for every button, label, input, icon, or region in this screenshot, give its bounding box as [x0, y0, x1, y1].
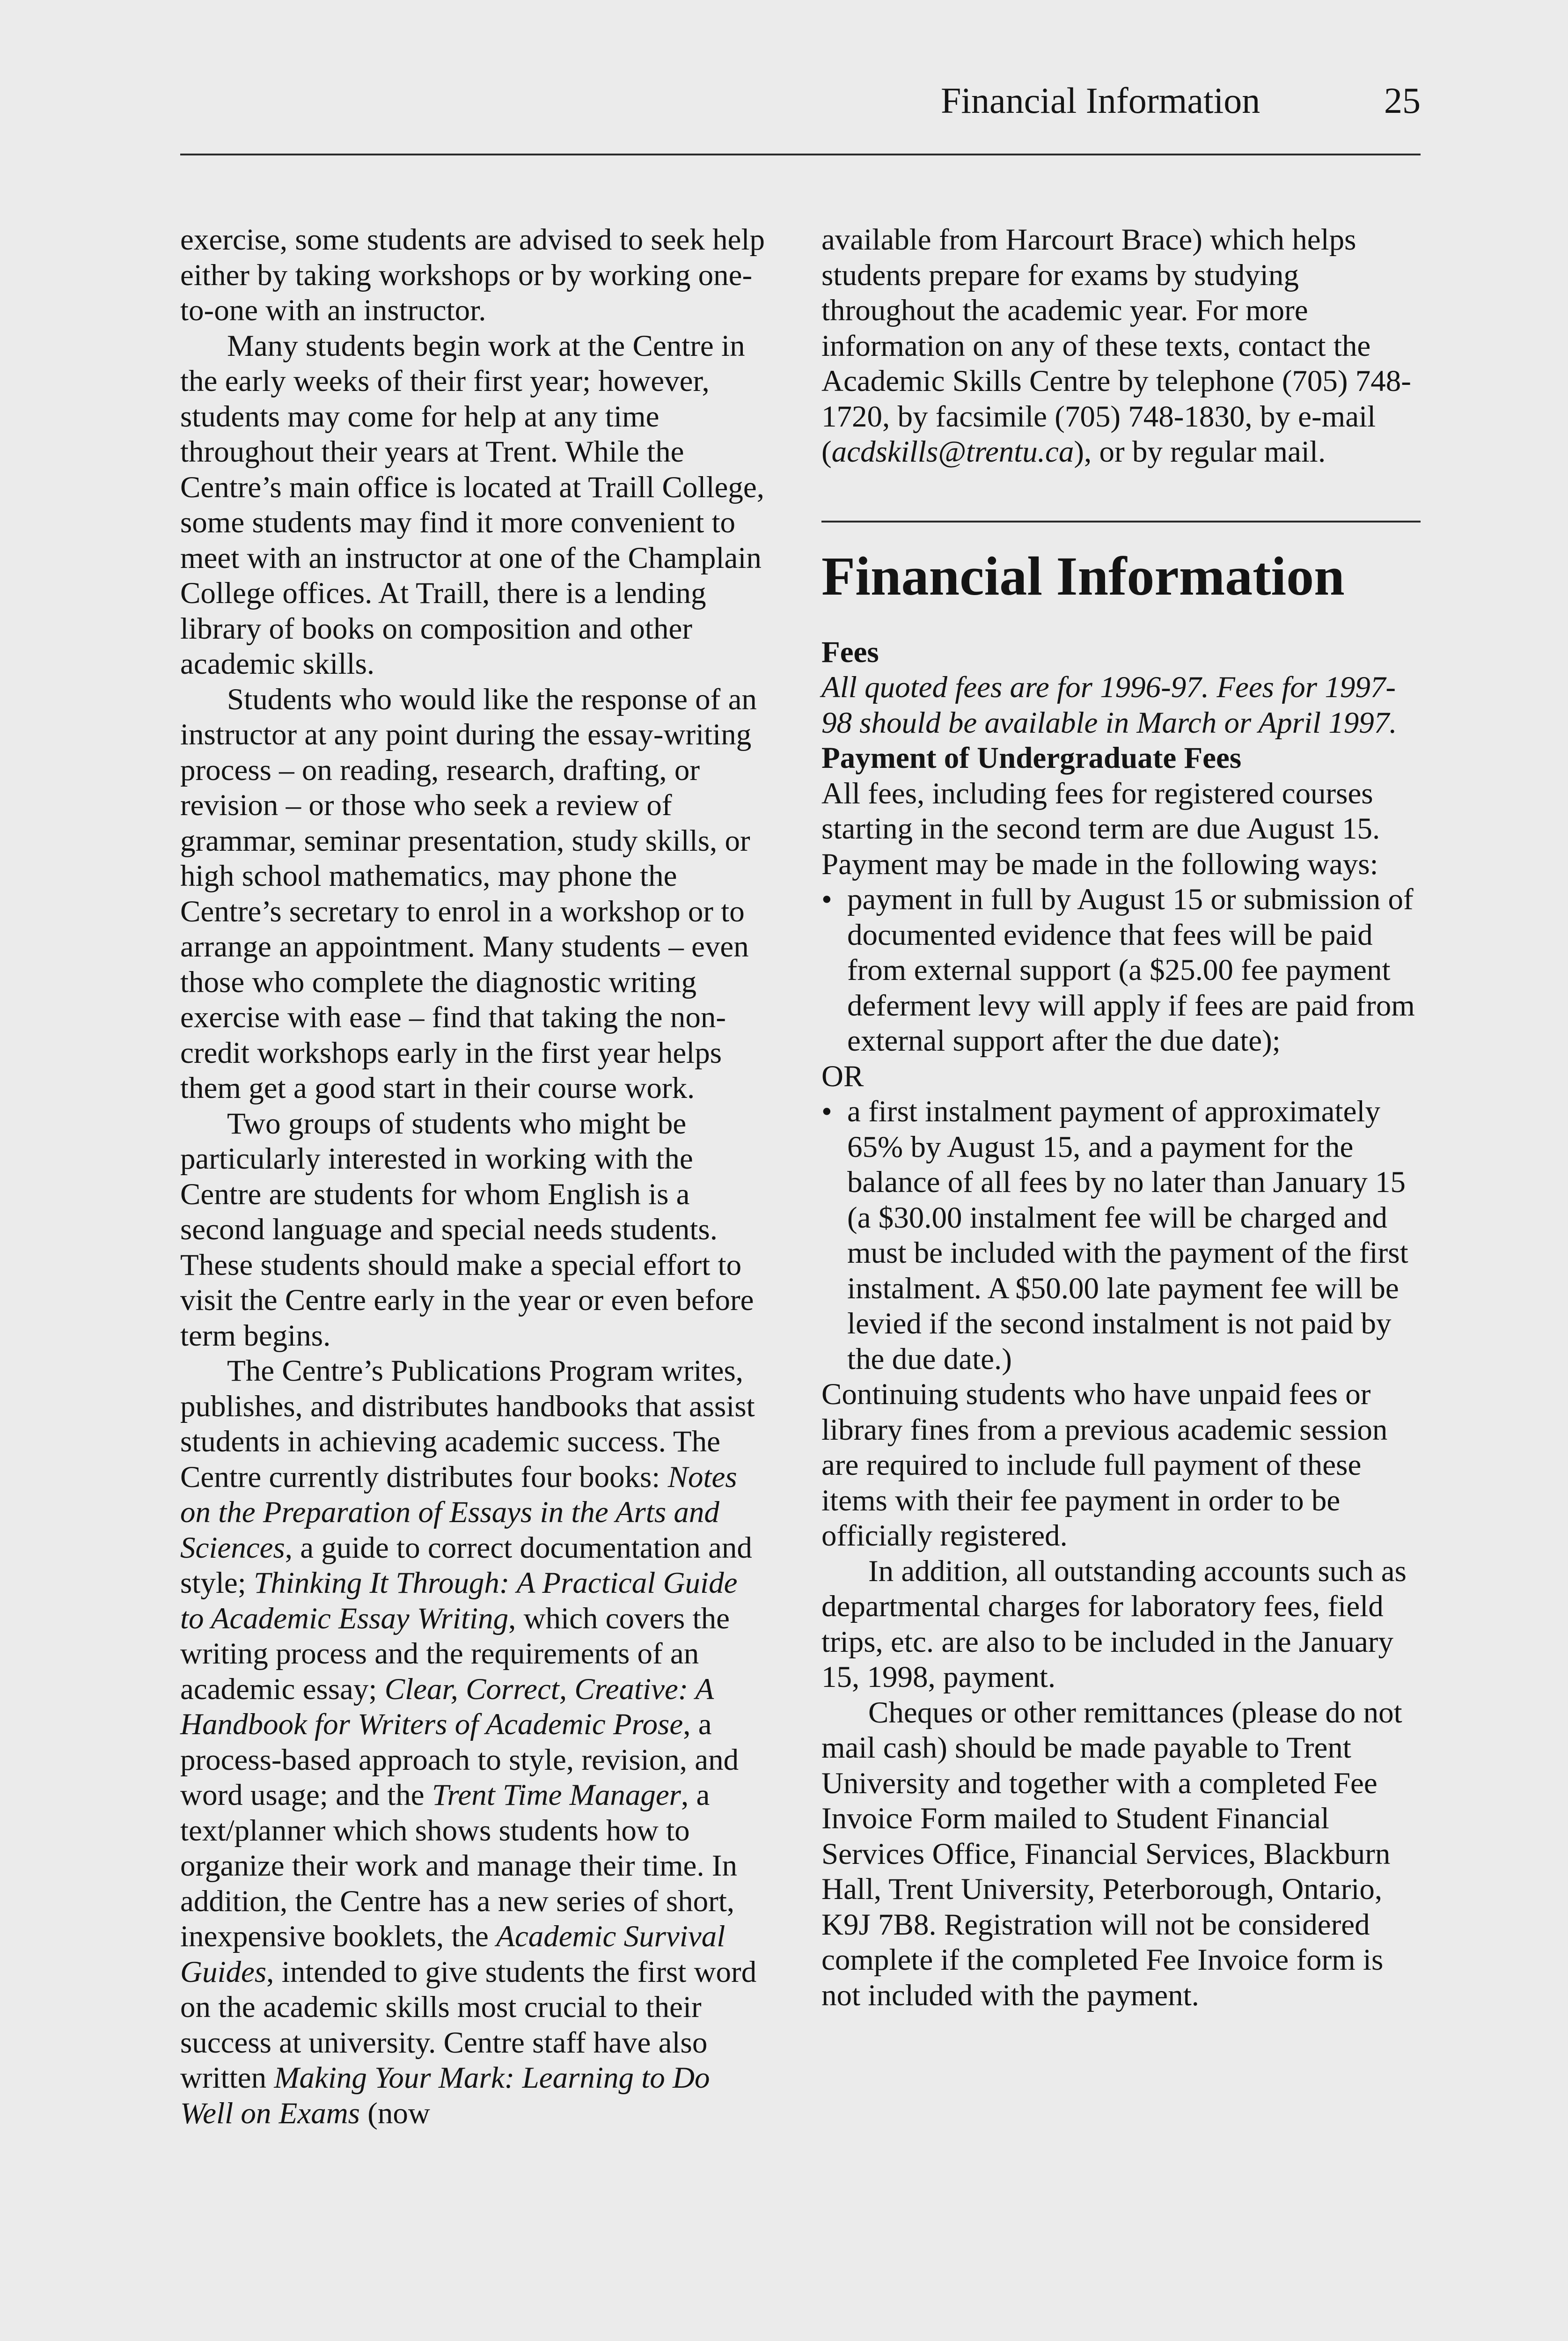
fees-note	[821, 670, 1421, 741]
list-item-text: a first instalment payment of approximately 65% by August 15, and a payment for the balance of all fees by no later than January 15 (a $30.00 instalment fee will be charged and must be included with the payment of the first instalment. A $50.00 late payment fee will be levied if the second instalment is not paid by the due date.)	[847, 1095, 1408, 1376]
book-title: Trent Time Manager	[432, 1778, 681, 1812]
publications-text: , which covers the writing process and the requirements of an academic essay;	[180, 1601, 730, 1706]
exam-book-text: ), or by regular mail.	[1074, 435, 1326, 469]
bullet-glyph: •	[821, 883, 832, 916]
payment-options-list	[821, 1094, 1421, 1377]
paragraph-exercise: exercise, some students are advised to seek help either by taking workshops or by working one-to-one with an instructor.	[180, 223, 765, 327]
book-title: Clear, Correct, Creative: A Handbook for Writers of Academic Prose	[180, 1672, 714, 1741]
fees-note-text: All quoted fees are for 1996-97. Fees for 1997-98 should be available in March or April 1997.	[821, 670, 1397, 740]
paragraph-two-groups: Two groups of students who might be particularly interested in working with the Centre are students for whom English is a second language and special needs students. These students should make a special effort to visit the Centre early in the year or even before term begins.	[180, 1106, 754, 1353]
paragraph-continuing-students: Continuing students who have unpaid fees or library fines from a previous academic session are required to include full payment of these items with their fee payment in order to be officially registered.	[821, 1377, 1388, 1553]
exam-book-text: available from Harcourt Brace) which helps students prepare for exams by studying throughout the academic year. For more information on any of these texts, contact the Academic Skills Centre by telephone (705) 748-1720, by facsimile (705) 748-1830, by e-mail (	[821, 223, 1411, 469]
paragraph-publications	[180, 1354, 768, 2131]
book-title: Notes on the Preparation of Essays in the Arts and Sciences	[180, 1460, 737, 1565]
publications-text: , a process-based approach to style, revision, and word usage; and the	[180, 1708, 739, 1812]
book-title: Thinking It Through: A Practical Guide to Academic Essay Writing	[180, 1566, 738, 1635]
header-rule	[180, 154, 1421, 155]
publications-text: , a guide to correct documentation and style;	[180, 1531, 752, 1600]
book-title: Academic Survival Guides	[180, 1920, 725, 1989]
running-header	[941, 80, 1421, 131]
running-header-title: Financial Information	[941, 80, 1260, 121]
paragraph-centre-hours: Many students begin work at the Centre in the early weeks of their first year; however, students may come for help at any time throughout their years at Trent. While the Centre’s main office is located at Traill College, some students may find it more convenient to meet with an instructor at one of the Champlain College offices. At Traill, there is a lending library of books on composition and other academic skills.	[180, 329, 764, 681]
publications-text: The Centre’s Publications Program writes, publishes, and distributes handbooks that assist students in achieving academic success. The Centre currently distributes four books:	[180, 1354, 755, 1494]
paragraph-instructor-response: Students who would like the response of an instructor at any point during the essay-writing process – on reading, research, drafting, or revision – or those who seek a review of grammar, seminar presentation, study skills, or high school mathematics, may phone the Centre’s secretary to enrol in a workshop or to arrange an appointment. Many students – even those who complete the diagnostic writing exercise with ease – find that taking the non-credit workshops early in the first year helps them get a good start in their course work.	[180, 682, 757, 1105]
payment-intro: All fees, including fees for registered courses starting in the second term are due August 15. Payment may be made in the following ways:	[821, 776, 1380, 881]
section-rule	[821, 521, 1421, 523]
page-number: 25	[1384, 80, 1421, 121]
publications-text: , intended to give students the first word on the academic skills most crucial to their success at university. Centre staff have also written	[180, 1955, 757, 2095]
email-address: acdskills@trentu.ca	[831, 435, 1074, 469]
payment-options-list	[821, 882, 1421, 1059]
publications-text: (now	[359, 2096, 430, 2130]
bullet-glyph: •	[821, 1095, 832, 1128]
book-title: Making Your Mark: Learning to Do Well on Exams	[180, 2061, 710, 2130]
right-column	[821, 222, 1421, 2013]
fees-heading: Fees	[821, 635, 879, 669]
list-item-text: payment in full by August 15 or submission of documented evidence that fees will be paid from external support (a $25.00 fee payment deferment levy will apply if fees are paid from external support after the due date);	[847, 883, 1415, 1058]
list-item	[821, 882, 1421, 1059]
payment-heading: Payment of Undergraduate Fees	[821, 741, 1242, 775]
left-column	[180, 222, 768, 2131]
list-item	[821, 1094, 1421, 1377]
publications-text: , a text/planner which shows students how to organize their work and manage their time. In addition, the Centre has a new series of short, inexpensive booklets, the	[180, 1778, 738, 1953]
section-heading: Financial Information	[821, 545, 1345, 607]
paragraph-exam-book	[821, 222, 1421, 470]
or-label: OR	[821, 1059, 864, 1093]
paragraph-cheques: Cheques or other remittances (please do not mail cash) should be made payable to Trent University and together with a completed Fee Invoice Form mailed to Student Financial Services Office, Financial Services, Blackburn Hall, Trent University, Peterborough, Ontario, K9J 7B8. Registration will not be considered complete if the completed Fee Invoice form is not included with the payment.	[821, 1695, 1402, 2012]
paragraph-outstanding-accounts: In addition, all outstanding accounts such as departmental charges for laboratory fees, field trips, etc. are also to be included in the January 15, 1998, payment.	[821, 1554, 1407, 1694]
